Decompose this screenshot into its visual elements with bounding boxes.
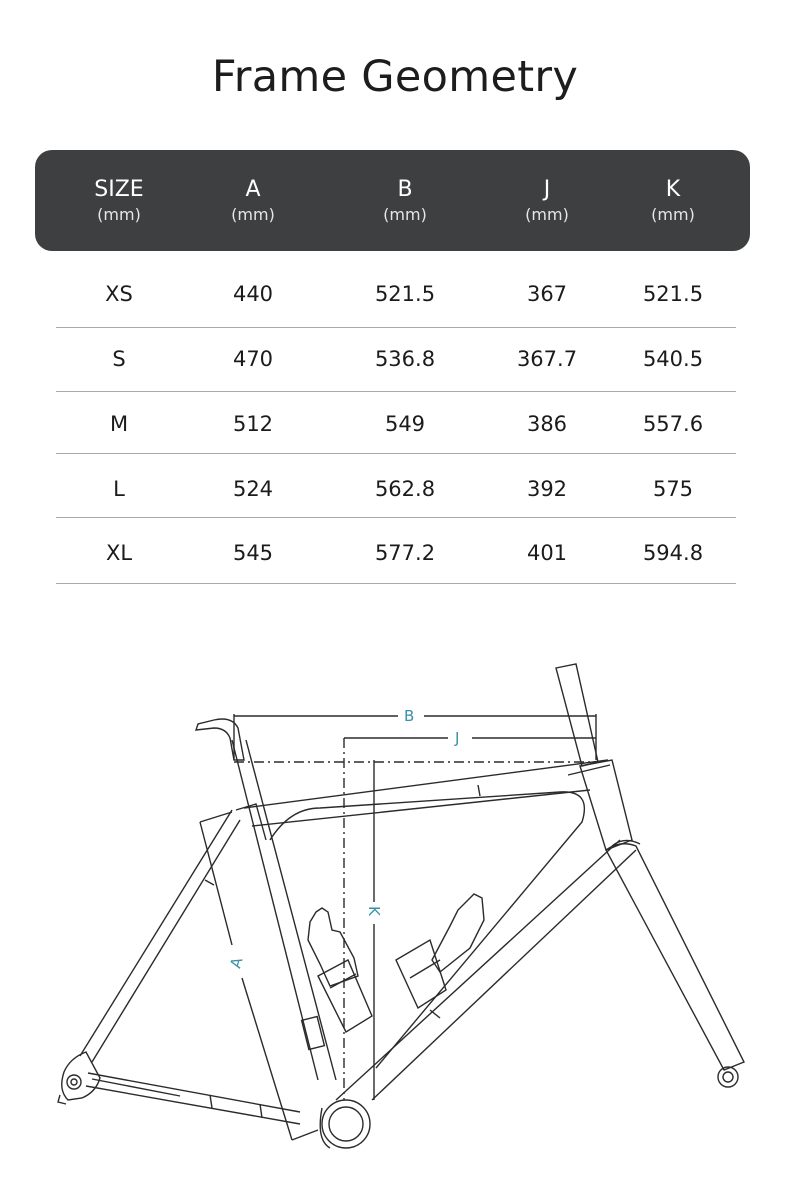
cell-b: 577.2 [374,541,436,565]
cell-a: 545 [232,541,274,565]
cell-k: 575 [652,477,694,501]
header-unit: (mm) [525,205,569,224]
page-title: Frame Geometry [211,52,579,102]
header-label: J [543,177,551,202]
cell-b: 562.8 [374,477,436,501]
table-row [56,262,736,326]
header-unit: (mm) [383,205,427,224]
row-divider [56,517,736,518]
bottle-cage-left [308,908,372,1032]
header-unit: (mm) [231,205,275,224]
cell-j: 386 [526,412,568,436]
down-tube [270,792,636,1100]
fork [606,840,744,1087]
cell-a: 440 [232,282,274,306]
cell-b: 549 [384,412,426,436]
header-j [477,176,617,226]
cell-size: L [113,477,125,501]
label-b: B [404,707,415,725]
cell-j: 401 [526,541,568,565]
head-tube [568,760,632,850]
cell-k: 594.8 [642,541,704,565]
cell-size: XL [105,541,133,565]
row-divider [56,453,736,454]
cell-a: 524 [232,477,274,501]
header-label: B [397,177,413,202]
table-header [35,150,750,251]
header-label: A [245,177,261,202]
table-row [56,392,736,456]
table-row [56,327,736,391]
seat-stay [80,810,240,1062]
row-divider [56,583,736,584]
header-label: SIZE [94,177,144,202]
cell-a: 512 [232,412,274,436]
dim-k [234,760,596,1100]
label-a: A [226,955,247,971]
cell-j: 367 [526,282,568,306]
cell-size: M [109,412,129,436]
cell-k: 521.5 [642,282,704,306]
dim-b [234,714,596,760]
table-row [56,457,736,521]
stem [556,664,598,766]
cell-j: 367.7 [516,347,578,371]
header-size [49,176,189,226]
bottom-bracket [320,1100,370,1148]
header-unit: (mm) [651,205,695,224]
frame-diagram [0,640,790,1190]
cell-k: 557.6 [642,412,704,436]
cell-b: 521.5 [374,282,436,306]
cell-a: 470 [232,347,274,371]
label-k: K [365,906,383,916]
header-unit: (mm) [97,205,141,224]
header-b [335,176,475,226]
cell-size: XS [105,282,133,306]
cell-k: 540.5 [642,347,704,371]
seat-clamp [196,719,244,760]
header-label: K [665,177,681,202]
table-row [56,521,736,585]
label-j: J [455,729,460,747]
cell-j: 392 [526,477,568,501]
header-a [183,176,323,226]
cell-size: S [112,347,126,371]
dim-a [200,812,318,1140]
cell-b: 536.8 [374,347,436,371]
chainstay [86,1073,300,1124]
seat-tube [232,740,336,1080]
header-k [603,176,743,226]
